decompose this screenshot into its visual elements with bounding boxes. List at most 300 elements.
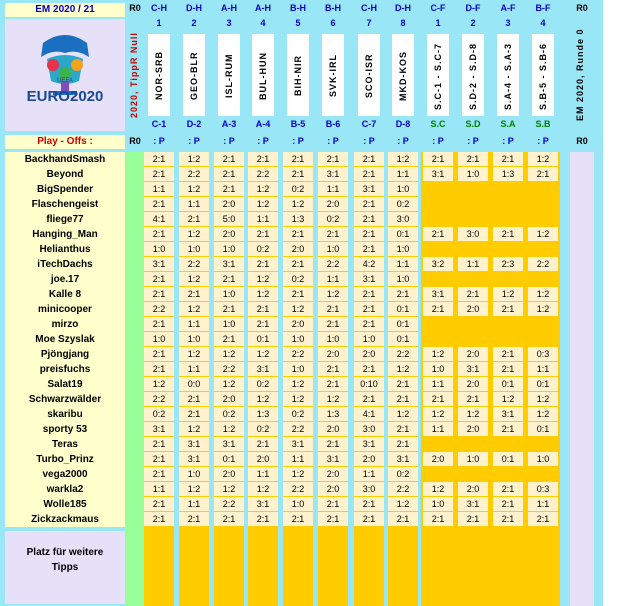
- tip-cell: 0:1: [388, 317, 418, 332]
- tip-cell: 1:2: [248, 347, 278, 362]
- tip-cell: 1:0: [388, 272, 418, 287]
- match-num-5: 6: [330, 18, 336, 28]
- tip-cell: 2:1: [354, 317, 384, 332]
- player-name: Schwarzwälder: [5, 392, 125, 407]
- tip-cell: 2:1: [144, 197, 174, 212]
- tip-cell: 2:0: [318, 482, 348, 497]
- tip-cell: 2:2: [388, 347, 418, 362]
- colon-p-7: : P: [397, 136, 409, 146]
- final-tip-cell: 0:3: [528, 347, 558, 362]
- final-tip-cell: 2:1: [528, 167, 558, 182]
- footer-text: Platz für weitere Tipps: [26, 547, 104, 573]
- tip-cell: 1:1: [179, 362, 209, 377]
- tip-cell: 1:1: [144, 182, 174, 197]
- colon-p-8: : P: [432, 136, 444, 146]
- match-num-6: 7: [366, 18, 372, 28]
- header-r0-right: R0: [576, 3, 588, 13]
- final-tip-cell: 1:0: [423, 362, 453, 377]
- final-tip-cell: 0:1: [528, 422, 558, 437]
- tip-cell: 4:1: [144, 212, 174, 227]
- final-tip-cell: 2:0: [423, 452, 453, 467]
- player-name: Teras: [5, 437, 125, 452]
- tip-cell: 0:2: [283, 272, 313, 287]
- tip-cell: 1:2: [179, 272, 209, 287]
- tip-cell: 1:0: [283, 497, 313, 512]
- final-tip-cell: 3:1: [458, 362, 488, 377]
- green-column: [125, 152, 145, 606]
- match-bottom-6: C-7: [361, 119, 377, 129]
- tip-cell: 1:2: [248, 272, 278, 287]
- final-top-3: B-F: [535, 3, 551, 13]
- tip-cell: 1:3: [283, 212, 313, 227]
- player-name: Hanging_Man: [5, 227, 125, 242]
- tip-cell: 2:1: [214, 152, 244, 167]
- tip-cell: 1:0: [214, 317, 244, 332]
- final-tip-cell: 1:0: [423, 497, 453, 512]
- final-tip-cell: 1:2: [528, 392, 558, 407]
- colon-p-6: : P: [363, 136, 375, 146]
- tip-cell: 2:1: [248, 152, 278, 167]
- tip-cell: 2:2: [388, 482, 418, 497]
- tip-cell: 0:2: [248, 377, 278, 392]
- tip-cell: 1:2: [248, 182, 278, 197]
- tip-cell: 1:0: [179, 242, 209, 257]
- tip-cell: 2:1: [179, 212, 209, 227]
- tip-cell: 2:1: [283, 167, 313, 182]
- tip-cell: 0:2: [388, 197, 418, 212]
- tip-cell: 2:1: [388, 287, 418, 302]
- logo: [5, 19, 125, 131]
- tip-cell: 2:1: [318, 377, 348, 392]
- player-name: skaribu: [5, 407, 125, 422]
- tip-cell: 2:0: [214, 467, 244, 482]
- tip-cell: 0:2: [388, 467, 418, 482]
- tip-cell: 3:1: [283, 437, 313, 452]
- colon-p-9: : P: [467, 136, 479, 146]
- tip-cell: 2:2: [214, 497, 244, 512]
- tip-cell: 2:1: [318, 152, 348, 167]
- tip-cell: 0:2: [144, 407, 174, 422]
- final-tip-cell: 2:0: [458, 302, 488, 317]
- match-num-1: 2: [191, 18, 197, 28]
- final-tip-cell: 1:1: [423, 377, 453, 392]
- tip-cell: 3:0: [354, 422, 384, 437]
- tip-cell: 2:2: [283, 347, 313, 362]
- final-num-2: 3: [505, 18, 511, 28]
- final-tip-cell: 2:1: [493, 152, 523, 167]
- tip-cell: 1:2: [388, 152, 418, 167]
- tip-cell: 2:1: [354, 167, 384, 182]
- tip-cell: 2:0: [318, 467, 348, 482]
- tip-cell: 3:1: [318, 167, 348, 182]
- tip-cell: 2:1: [283, 287, 313, 302]
- tip-cell: 0:1: [214, 452, 244, 467]
- player-name: Turbo_Prinz: [5, 452, 125, 467]
- tip-cell: 1:2: [283, 377, 313, 392]
- colon-p-11: : P: [537, 136, 549, 146]
- final-tip-cell: 1:2: [423, 347, 453, 362]
- tip-cell: 1:2: [144, 377, 174, 392]
- tip-cell: 2:1: [388, 422, 418, 437]
- tip-cell: 2:1: [388, 377, 418, 392]
- final-tip-cell: 2:1: [458, 392, 488, 407]
- tip-cell: 1:2: [248, 392, 278, 407]
- player-name: Zickzackmaus: [5, 512, 125, 527]
- tip-cell: 2:1: [318, 227, 348, 242]
- tip-cell: 0:2: [318, 212, 348, 227]
- tip-cell: 1:2: [179, 227, 209, 242]
- final-tip-cell: 2:1: [423, 227, 453, 242]
- final-tip-cell: 2:1: [423, 152, 453, 167]
- tip-cell: 1:2: [179, 347, 209, 362]
- final-tip-cell: 2:1: [423, 512, 453, 527]
- tip-cell: 1:1: [283, 452, 313, 467]
- final-tip-cell: 3:1: [458, 497, 488, 512]
- final-tip-cell: 1:2: [493, 392, 523, 407]
- final-tip-cell: 3:1: [493, 407, 523, 422]
- tip-cell: 2:1: [283, 152, 313, 167]
- tip-cell: 2:1: [318, 512, 348, 527]
- tip-cell: 0:1: [388, 302, 418, 317]
- tip-cell: 2:0: [283, 317, 313, 332]
- tip-cell: 0:0: [179, 377, 209, 392]
- tip-cell: 2:1: [354, 227, 384, 242]
- final-tip-cell: 1:2: [458, 407, 488, 422]
- tip-cell: 2:1: [179, 407, 209, 422]
- match-label-2: ISL-RUM: [224, 53, 234, 99]
- final-tip-cell: 0:1: [493, 452, 523, 467]
- tip-cell: 2:1: [354, 287, 384, 302]
- tip-cell: 2:1: [318, 302, 348, 317]
- tip-cell: 1:2: [318, 392, 348, 407]
- tip-cell: 2:2: [318, 257, 348, 272]
- logo-sub: UEFA: [57, 78, 73, 84]
- tip-cell: 1:1: [179, 197, 209, 212]
- tip-cell: 2:1: [248, 227, 278, 242]
- tip-cell: 1:0: [354, 332, 384, 347]
- colon-p-1: : P: [188, 136, 200, 146]
- match-bottom-3: A-4: [255, 119, 271, 129]
- header-title: EM 2020 / 21: [5, 3, 125, 17]
- final-tip-cell: 2:0: [458, 377, 488, 392]
- tip-cell: 2:1: [214, 302, 244, 317]
- tip-cell: 2:0: [318, 197, 348, 212]
- match-label-0: NOR-SRB: [154, 51, 164, 101]
- final-label-2: S.A-4 - S.A-3: [503, 42, 513, 110]
- colon-p-2: : P: [223, 136, 235, 146]
- final-bottom-0: S.C: [430, 119, 446, 129]
- final-tip-cell: 1:1: [528, 362, 558, 377]
- tip-cell: 1:2: [283, 302, 313, 317]
- tip-cell: 3:0: [388, 212, 418, 227]
- tip-cell: 2:1: [354, 197, 384, 212]
- tip-cell: 1:2: [283, 197, 313, 212]
- match-num-0: 1: [156, 18, 162, 28]
- tip-cell: 3:1: [354, 437, 384, 452]
- tip-cell: 2:2: [214, 362, 244, 377]
- final-top-1: D-F: [465, 3, 481, 13]
- final-bottom-2: S.A: [500, 119, 516, 129]
- final-tip-cell: 1:1: [458, 257, 488, 272]
- final-tip-cell: 2:0: [458, 482, 488, 497]
- player-name: Helianthus: [5, 242, 125, 257]
- tip-cell: 1:3: [248, 407, 278, 422]
- tip-cell: 4:2: [354, 257, 384, 272]
- tip-cell: 2:1: [354, 362, 384, 377]
- match-label-3: BUL-HUN: [258, 52, 268, 100]
- final-label-1: S.D-2 - S.D-8: [468, 42, 478, 110]
- tip-cell: 1:2: [179, 422, 209, 437]
- tip-cell: 4:1: [354, 407, 384, 422]
- tip-cell: 1:2: [214, 482, 244, 497]
- final-tip-cell: 2:1: [423, 392, 453, 407]
- final-tip-cell: 1:3: [493, 167, 523, 182]
- tip-cell: 2:1: [144, 347, 174, 362]
- tip-cell: 2:0: [214, 227, 244, 242]
- tip-cell: 2:1: [144, 227, 174, 242]
- match-num-7: 8: [400, 18, 406, 28]
- final-tip-cell: 2:0: [458, 347, 488, 362]
- tip-cell: 1:2: [179, 302, 209, 317]
- tip-cell: 1:1: [318, 272, 348, 287]
- tip-cell: 2:1: [283, 257, 313, 272]
- match-num-4: 5: [295, 18, 301, 28]
- player-name: warkla2: [5, 482, 125, 497]
- tip-cell: 3:1: [179, 437, 209, 452]
- tip-cell: 1:2: [248, 482, 278, 497]
- final-tip-cell: 1:2: [493, 287, 523, 302]
- match-label-4: BIH-NIR: [293, 55, 303, 97]
- tip-cell: 2:1: [354, 302, 384, 317]
- final-tip-cell: 1:2: [423, 407, 453, 422]
- colon-p-4: : P: [292, 136, 304, 146]
- player-name: Moe Szyslak: [5, 332, 125, 347]
- match-bottom-4: B-5: [290, 119, 306, 129]
- tip-cell: 2:1: [144, 167, 174, 182]
- tip-cell: 2:2: [283, 422, 313, 437]
- tip-cell: 1:2: [318, 287, 348, 302]
- match-top-7: D-H: [395, 3, 411, 13]
- match-num-3: 4: [260, 18, 266, 28]
- tip-cell: 2:1: [283, 227, 313, 242]
- playoffs-label: Play - Offs :: [5, 135, 125, 149]
- tip-cell: 0:2: [248, 422, 278, 437]
- final-tip-cell: 2:1: [493, 302, 523, 317]
- tip-cell: 2:1: [354, 152, 384, 167]
- tip-cell: 2:1: [144, 272, 174, 287]
- player-name: Beyond: [5, 167, 125, 182]
- player-name: sporty 53: [5, 422, 125, 437]
- tip-cell: 5:0: [214, 212, 244, 227]
- tip-cell: 2:1: [354, 497, 384, 512]
- tip-cell: 3:1: [144, 422, 174, 437]
- final-num-3: 4: [540, 18, 546, 28]
- tip-cell: 0:1: [388, 227, 418, 242]
- final-label-0: S.C-1 - S.C-7: [433, 42, 443, 110]
- final-tip-cell: 1:0: [458, 452, 488, 467]
- final-tip-cell: 2:1: [493, 497, 523, 512]
- player-name: Flaschengeist: [5, 197, 125, 212]
- final-tip-cell: 2:1: [493, 227, 523, 242]
- tip-cell: 1:0: [179, 467, 209, 482]
- final-tip-cell: 0:3: [528, 482, 558, 497]
- player-name: vega2000: [5, 467, 125, 482]
- final-tip-cell: 3:0: [458, 227, 488, 242]
- final-top-2: A-F: [500, 3, 516, 13]
- player-name: Salat19: [5, 377, 125, 392]
- tip-cell: 2:0: [283, 242, 313, 257]
- tip-cell: 0:1: [248, 332, 278, 347]
- tip-cell: 2:1: [179, 512, 209, 527]
- tip-cell: 2:1: [248, 302, 278, 317]
- right-side-text: EM 2020, Runde 0: [575, 28, 585, 122]
- final-tip-cell: 3:1: [423, 167, 453, 182]
- match-label-1: GEO-BLR: [189, 51, 199, 101]
- player-name: joe.17: [5, 272, 125, 287]
- tip-cell: 1:0: [144, 242, 174, 257]
- tip-cell: 0:2: [248, 242, 278, 257]
- match-top-2: A-H: [221, 3, 237, 13]
- side-text: 2020, TippR Null: [129, 32, 139, 118]
- colon-p-3: : P: [257, 136, 269, 146]
- final-tip-cell: 0:1: [493, 377, 523, 392]
- match-top-5: B-H: [325, 3, 341, 13]
- player-name: Wolle185: [5, 497, 125, 512]
- colon-p-0: : P: [153, 136, 165, 146]
- tip-cell: 3:1: [144, 257, 174, 272]
- tip-cell: 1:2: [388, 497, 418, 512]
- tip-cell: 1:2: [388, 362, 418, 377]
- tip-cell: 1:2: [214, 422, 244, 437]
- tip-cell: 2:1: [318, 497, 348, 512]
- tip-cell: 2:0: [214, 197, 244, 212]
- tip-cell: 1:2: [248, 197, 278, 212]
- tip-cell: 2:1: [144, 152, 174, 167]
- tip-cell: 2:1: [214, 332, 244, 347]
- tip-cell: 3:1: [179, 452, 209, 467]
- final-tip-cell: 1:2: [528, 287, 558, 302]
- tip-cell: 1:2: [388, 407, 418, 422]
- player-name: fliege77: [5, 212, 125, 227]
- tip-cell: 2:1: [214, 512, 244, 527]
- tip-cell: 2:1: [354, 242, 384, 257]
- match-bottom-5: B-6: [325, 119, 341, 129]
- tip-cell: 3:1: [248, 497, 278, 512]
- tip-cell: 2:1: [388, 512, 418, 527]
- final-tip-cell: 1:0: [458, 167, 488, 182]
- tip-cell: 1:0: [144, 332, 174, 347]
- tip-cell: 1:0: [283, 332, 313, 347]
- tip-cell: 2:0: [318, 422, 348, 437]
- final-bottom-1: S.D: [465, 119, 481, 129]
- tip-cell: 2:1: [144, 287, 174, 302]
- tip-cell: 2:1: [144, 512, 174, 527]
- final-tip-cell: 1:2: [423, 482, 453, 497]
- final-tip-cell: 0:1: [528, 377, 558, 392]
- tip-cell: 2:1: [318, 362, 348, 377]
- tip-cell: 2:1: [248, 317, 278, 332]
- player-name: iTechDachs: [5, 257, 125, 272]
- match-top-6: C-H: [361, 3, 377, 13]
- header-r0-left: R0: [129, 3, 141, 13]
- tip-cell: 2:2: [179, 167, 209, 182]
- tip-cell: 3:1: [388, 452, 418, 467]
- tip-cell: 2:1: [354, 212, 384, 227]
- final-tip-cell: 2:0: [458, 422, 488, 437]
- final-tip-cell: 2:1: [423, 302, 453, 317]
- match-top-4: B-H: [290, 3, 306, 13]
- tip-cell: 2:1: [318, 317, 348, 332]
- tip-cell: 1:2: [214, 377, 244, 392]
- match-bottom-0: C-1: [151, 119, 167, 129]
- tip-cell: 2:2: [144, 302, 174, 317]
- tip-cell: 0:1: [388, 332, 418, 347]
- match-bottom-1: D-2: [186, 119, 202, 129]
- player-name: Kalle 8: [5, 287, 125, 302]
- tip-cell: 0:2: [283, 407, 313, 422]
- player-name: BigSpender: [5, 182, 125, 197]
- tip-cell: 3:0: [354, 482, 384, 497]
- match-label-5: SVK-IRL: [328, 54, 338, 98]
- final-tip-cell: 1:2: [528, 152, 558, 167]
- tip-cell: 1:1: [354, 467, 384, 482]
- tip-cell: 1:1: [318, 182, 348, 197]
- tip-cell: 1:1: [179, 497, 209, 512]
- tip-cell: 2:2: [179, 257, 209, 272]
- tip-cell: 1:0: [214, 242, 244, 257]
- tip-cell: 1:0: [318, 332, 348, 347]
- tip-cell: 1:0: [318, 242, 348, 257]
- final-tip-cell: 2:3: [493, 257, 523, 272]
- tip-cell: 1:3: [318, 407, 348, 422]
- final-tip-cell: 1:2: [528, 407, 558, 422]
- final-tip-cell: 2:1: [528, 512, 558, 527]
- player-name: minicooper: [5, 302, 125, 317]
- match-top-0: C-H: [151, 3, 167, 13]
- tip-cell: 2:1: [144, 362, 174, 377]
- tip-cell: 2:1: [144, 467, 174, 482]
- tip-cell: 2:1: [179, 392, 209, 407]
- colon-p-5: : P: [327, 136, 339, 146]
- final-tip-cell: 2:1: [493, 362, 523, 377]
- tip-cell: 2:1: [144, 497, 174, 512]
- tip-cell: 1:1: [179, 317, 209, 332]
- final-tip-cell: 2:2: [528, 257, 558, 272]
- final-bottom-3: S.B: [535, 119, 551, 129]
- tip-cell: 1:0: [214, 287, 244, 302]
- tip-cell: 1:2: [179, 182, 209, 197]
- tip-cell: 1:0: [179, 332, 209, 347]
- tip-cell: 0:10: [354, 377, 384, 392]
- tip-cell: 2:1: [179, 287, 209, 302]
- player-name: BackhandSmash: [5, 152, 125, 167]
- tip-cell: 3:1: [318, 452, 348, 467]
- final-tip-cell: 1:2: [528, 227, 558, 242]
- player-name: Pjöngjang: [5, 347, 125, 362]
- tip-cell: 2:0: [214, 392, 244, 407]
- tip-cell: 2:0: [248, 452, 278, 467]
- tip-cell: 1:1: [248, 212, 278, 227]
- tip-cell: 1:0: [388, 182, 418, 197]
- tip-cell: 3:1: [214, 257, 244, 272]
- player-name: mirzo: [5, 317, 125, 332]
- player-name: preisfuchs: [5, 362, 125, 377]
- tip-cell: 2:1: [144, 437, 174, 452]
- final-tip-cell: 3:2: [423, 257, 453, 272]
- tip-cell: 0:2: [214, 407, 244, 422]
- final-tip-cell: 2:1: [458, 287, 488, 302]
- final-tip-cell: 2:1: [458, 512, 488, 527]
